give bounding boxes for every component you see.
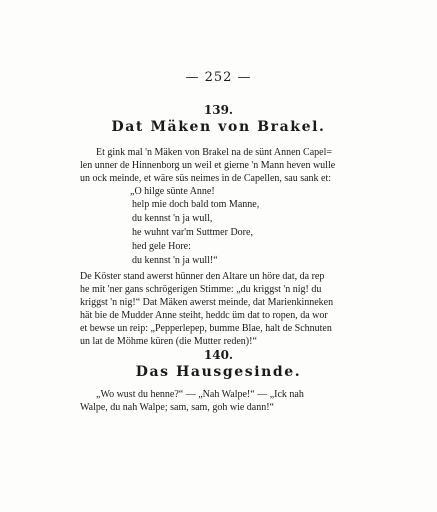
text-line: Et gink mal 'n Mäken von Brakel na de sünt Annen Capel= <box>96 147 333 158</box>
verse-line: hed gele Hore: <box>132 241 191 252</box>
verse-line: he wuhnt var'm Suttmer Dore, <box>132 227 253 238</box>
text-line: „Wo wust du henne?“ — „Nah Walpe!“ — „Ick nah <box>96 389 304 400</box>
page-number: — 252 — <box>185 70 252 85</box>
text-line: hät bie de Mudder Anne steiht, heddc üm dat to ropen, da wor <box>80 310 328 321</box>
section-number: 139. <box>203 103 234 117</box>
verse-line: du kennst 'n ja wull, <box>132 213 213 224</box>
text-line: un lat de Möhme küren (die Mutter reden)!“ <box>80 336 257 347</box>
text-line: et bewse un reip: „Pepperlepep, bumme Blae, halt de Schnuten <box>80 323 332 334</box>
verse-line: help mie doch bald tom Manne, <box>132 199 260 210</box>
text-line: un ock meinde, et wäre süs neimes in de Capellen, sau sank et: <box>80 173 332 184</box>
section-title: Das Hausgesinde. <box>135 364 302 380</box>
verse-line: du kennst 'n ja wull!“ <box>132 255 218 266</box>
text-line: len unner de Hinnenborg un weil et gierne 'n Mann heven wulle <box>80 160 336 171</box>
verse-line: „O hilge sünte Anne! <box>130 186 215 197</box>
section-title: Dat Mäken von Brakel. <box>111 119 326 135</box>
text-line: kriggst 'n nig!“ Dat Mäken awerst meinde, dat Marienkinneken <box>80 297 334 308</box>
text-line: he mit 'ner gans schrögerigen Stimme: „du kriggst 'n nig! du <box>80 284 322 295</box>
text-line: Walpe, du nah Walpe; sam, sam, goh wie dann!“ <box>80 402 274 413</box>
text-line: De Köster stand awerst hünner den Altare un höre dat, da rep <box>80 271 325 282</box>
section-number: 140. <box>203 348 234 362</box>
